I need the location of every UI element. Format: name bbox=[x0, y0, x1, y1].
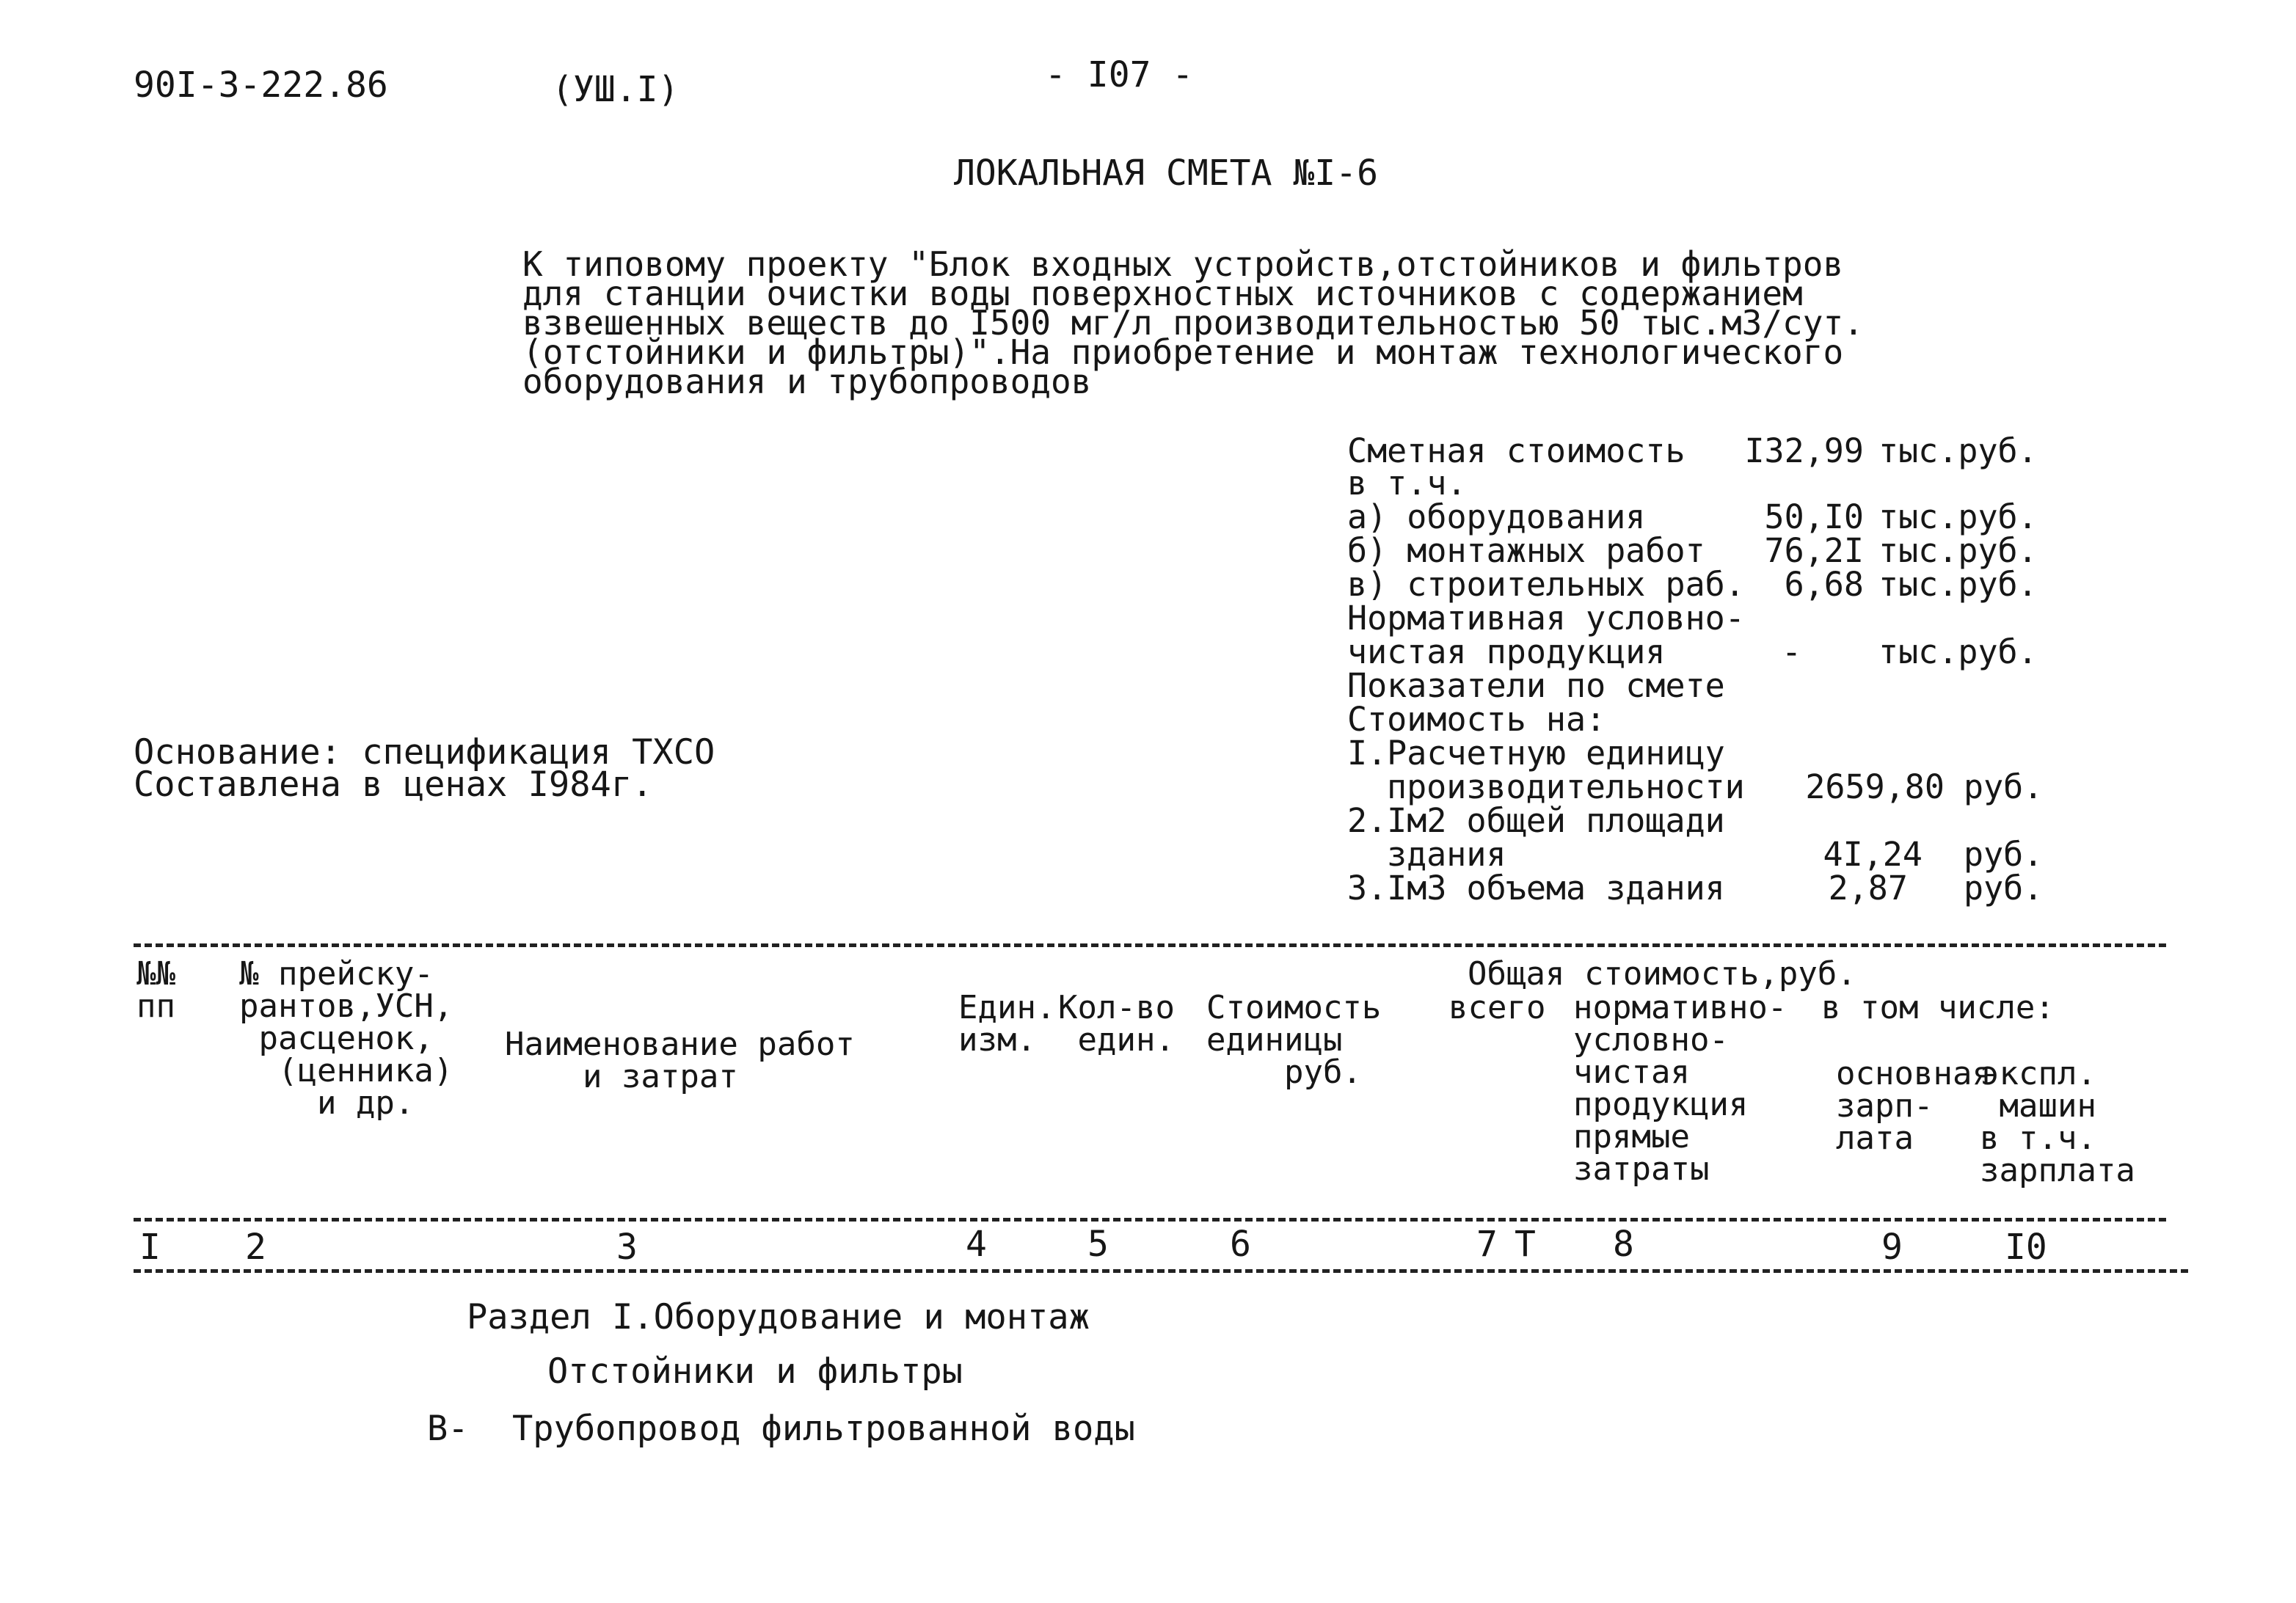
norm-label: чистая продукция bbox=[1347, 632, 1666, 671]
column-header-unit: Един. изм. bbox=[958, 989, 1056, 1059]
cost-item-label: б) монтажных работ bbox=[1347, 531, 1705, 570]
section-title: Раздел I.Оборудование и монтаж bbox=[467, 1297, 1090, 1337]
column-header-base-salary: основная зарп- лата bbox=[1836, 1055, 1991, 1157]
column-group-total-cost: Общая стоимость,руб. bbox=[1468, 955, 1856, 993]
cost-unit: тыс.руб. bbox=[1878, 497, 2038, 536]
description-line: (отстойники и фильтры)".На приобретение и монтаж технологического bbox=[522, 332, 1844, 372]
cost-total-value: I32,99 bbox=[1744, 431, 1864, 470]
cost-unit: тыс.руб. bbox=[1878, 632, 2038, 671]
basis-line: Основание: спецификация ТХСО bbox=[134, 732, 715, 773]
column-header-price-list: № прейску- рантов,УСН, расценок, (ценника) и др. bbox=[239, 955, 453, 1122]
indicator-label: 2.Iм2 общей площади bbox=[1347, 801, 1725, 840]
column-number: 2 bbox=[245, 1227, 266, 1268]
indicator-label: 3.Iм3 объема здания bbox=[1347, 869, 1725, 908]
indicator-value: 2659,80 bbox=[1805, 767, 1945, 806]
item-code: В- bbox=[427, 1409, 469, 1449]
cost-unit: руб. bbox=[1964, 767, 2044, 806]
cost-unit: тыс.руб. bbox=[1878, 565, 2038, 604]
column-header-normative: нормативно- условно- чистая продукция прямые затраты bbox=[1573, 989, 1787, 1188]
column-number: Т bbox=[1515, 1224, 1536, 1265]
indicator-label: I.Расчетную единицу bbox=[1347, 734, 1725, 773]
volume-number: (УШ.I) bbox=[552, 69, 679, 110]
item-name: Трубопровод фильтрованной воды bbox=[512, 1409, 1135, 1449]
cost-unit: тыс.руб. bbox=[1878, 431, 2038, 470]
cost-item-label: в) строительных раб. bbox=[1347, 565, 1745, 604]
cost-incl-label: в т.ч. bbox=[1347, 464, 1467, 503]
column-header-unit-cost: Стоимость единицы руб. bbox=[1206, 989, 1382, 1091]
norm-label: Нормативная условно- bbox=[1347, 599, 1745, 638]
indicator-value: 4I,24 bbox=[1823, 835, 1923, 874]
cost-total-label: Сметная стоимость bbox=[1347, 431, 1685, 470]
cost-item-label: а) оборудования bbox=[1347, 497, 1646, 536]
table-top-rule bbox=[134, 943, 2166, 947]
indicators-label: Показатели по смете bbox=[1347, 666, 1725, 705]
page-number: - I07 - bbox=[1045, 54, 1194, 95]
description-line: для станции очистки воды поверхностных источников с содержанием bbox=[522, 274, 1803, 313]
column-header-row-number: №№ пп bbox=[136, 955, 175, 1025]
column-group-including: в том числе: bbox=[1821, 989, 2055, 1026]
column-number: 6 bbox=[1230, 1224, 1251, 1265]
column-number: I0 bbox=[2005, 1227, 2047, 1268]
indicator-label: производительности bbox=[1387, 767, 1745, 806]
indicator-label: здания bbox=[1387, 835, 1506, 874]
column-header-total: всего bbox=[1448, 989, 1546, 1026]
column-header-work-name: Наименование работ и затрат bbox=[505, 1026, 855, 1095]
cost-item-value: 76,2I bbox=[1764, 531, 1864, 570]
basis-line: Составлена в ценах I984г. bbox=[134, 764, 653, 805]
column-number: 8 bbox=[1613, 1224, 1634, 1265]
description-line: оборудования и трубопроводов bbox=[522, 362, 1092, 401]
column-header-quantity: Кол-во един. bbox=[1058, 989, 1175, 1059]
column-header-machine-operation: экспл. машин в т.ч. зарплата bbox=[1980, 1055, 2135, 1189]
estimate-title: ЛОКАЛЬНАЯ СМЕТА №I-6 bbox=[954, 153, 1378, 194]
cost-unit: руб. bbox=[1964, 835, 2044, 874]
header-bottom-rule bbox=[134, 1218, 2166, 1222]
norm-value: - bbox=[1782, 632, 1802, 671]
cost-item-value: 6,68 bbox=[1784, 565, 1864, 604]
column-number: 4 bbox=[966, 1224, 987, 1265]
column-number: 5 bbox=[1087, 1224, 1109, 1265]
cost-unit: тыс.руб. bbox=[1878, 531, 2038, 570]
document-code: 90I-3-222.86 bbox=[134, 65, 388, 106]
column-number: 9 bbox=[1881, 1227, 1903, 1268]
description-line: взвешенных веществ до I500 мг/л производительностью 50 тыс.м3/сут. bbox=[522, 303, 1864, 343]
section-subtitle: Отстойники и фильтры bbox=[547, 1351, 963, 1392]
column-number: I bbox=[139, 1227, 161, 1268]
cost-item-value: 50,I0 bbox=[1764, 497, 1864, 536]
column-number: 3 bbox=[616, 1227, 638, 1268]
column-numbers-bottom-rule bbox=[134, 1269, 2188, 1273]
cost-unit: руб. bbox=[1964, 869, 2044, 908]
cost-on-label: Стоимость на: bbox=[1347, 700, 1606, 739]
indicator-value: 2,87 bbox=[1828, 869, 1908, 908]
column-number: 7 bbox=[1476, 1224, 1498, 1265]
description-line: К типовому проекту "Блок входных устройств,отстойников и фильтров bbox=[522, 244, 1844, 284]
